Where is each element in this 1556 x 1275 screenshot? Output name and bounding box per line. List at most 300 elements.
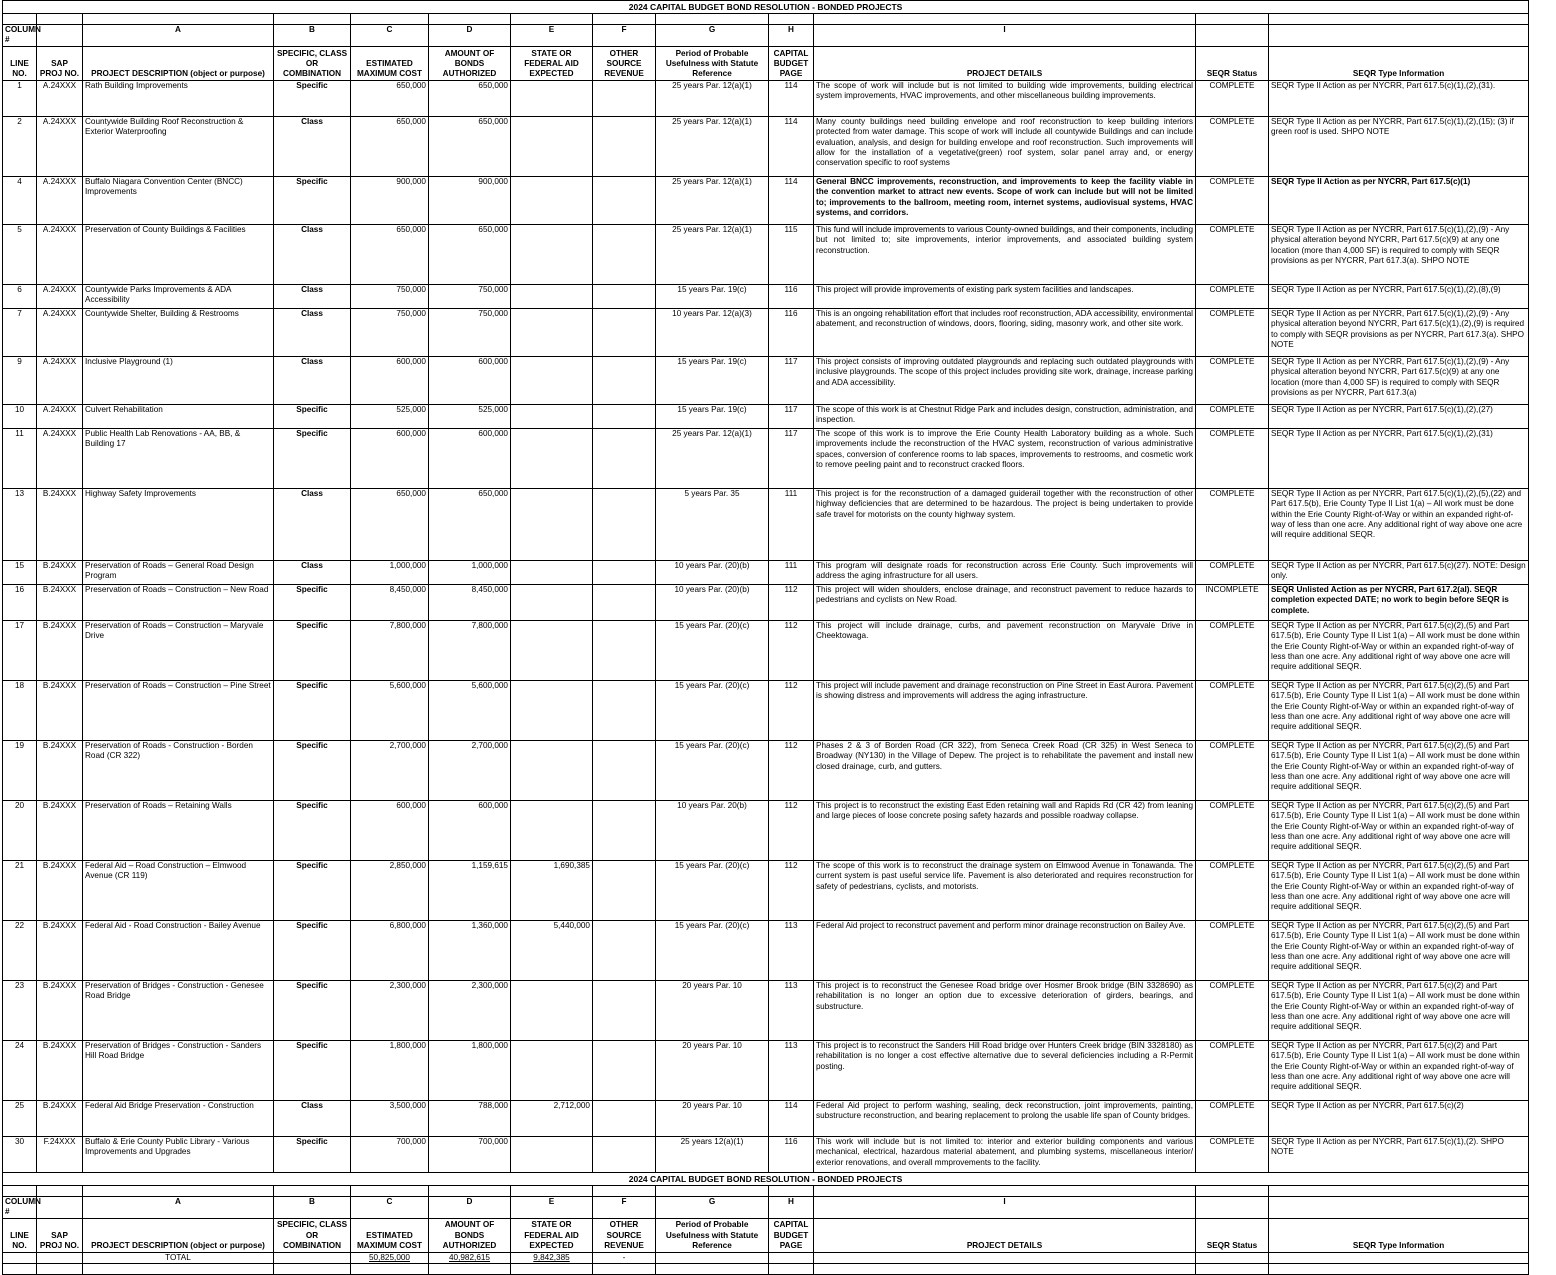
seqr-type-info: SEQR Type II Action as per NYCRR, Part 617.5(c)(2),(5) and Part 617.5(b), Erie County Type II List 1(a) – All work must be done within the Erie County Right-of-Way or within an expanded right-of-way of less than one acre. Any additional right of way above one acre will require additional SEQR. bbox=[1269, 680, 1529, 740]
line-number: 19 bbox=[3, 740, 37, 800]
project-row bbox=[3, 1040, 1529, 1100]
column-letter: G bbox=[656, 1196, 769, 1218]
estimated-cost: 1,800,000 bbox=[351, 1040, 429, 1100]
column-header: ESTIMATED MAXIMUM COST bbox=[351, 46, 429, 80]
usefulness-period: 25 years Par. 12(a)(1) bbox=[656, 116, 769, 176]
project-description: Preservation of Roads – General Road Design Program bbox=[83, 560, 274, 584]
capital-budget-page: 112 bbox=[769, 584, 814, 620]
project-details: This project consists of improving outdated playgrounds and replacing such outdated playgrounds with inclusive playgrounds. The scope of this project includes providing site work, drainage, increase parking and ADA accessibility. bbox=[814, 356, 1196, 404]
project-row bbox=[3, 356, 1529, 404]
column-header: CAPITAL BUDGET PAGE bbox=[769, 46, 814, 80]
usefulness-period: 25 years Par. 12(a)(1) bbox=[656, 80, 769, 116]
capital-budget-page: 112 bbox=[769, 860, 814, 920]
aid-expected: 5,440,000 bbox=[511, 920, 593, 980]
blank-cell bbox=[3, 1264, 37, 1275]
blank-cell bbox=[593, 14, 656, 25]
project-details: This project is to reconstruct the Sanders Hill Road bridge over Hunters Creek bridge (BIN 3328180) as rehabilitation is no longer a cost effective alternative due to several deficiencies including a R-Permit posting. bbox=[814, 1040, 1196, 1100]
project-type: Class bbox=[274, 1100, 351, 1136]
project-type: Specific bbox=[274, 584, 351, 620]
sap-project-number: B.24XXX bbox=[37, 1100, 83, 1136]
column-letter: I bbox=[814, 1196, 1196, 1218]
bonds-authorized: 5,600,000 bbox=[429, 680, 511, 740]
other-revenue bbox=[593, 680, 656, 740]
project-type: Specific bbox=[274, 980, 351, 1040]
blank-cell bbox=[511, 1264, 593, 1275]
project-details: The scope of this work is at Chestnut Ridge Park and includes design, construction, administration, and inspection. bbox=[814, 404, 1196, 428]
sap-project-number: A.24XXX bbox=[37, 356, 83, 404]
column-header: ESTIMATED MAXIMUM COST bbox=[351, 1218, 429, 1252]
bottom-row bbox=[3, 1264, 1529, 1275]
project-description: Highway Safety Improvements bbox=[83, 488, 274, 560]
blank-cell bbox=[511, 14, 593, 25]
aid-expected bbox=[511, 80, 593, 116]
other-revenue bbox=[593, 1136, 656, 1172]
usefulness-period: 25 years Par. 12(a)(1) bbox=[656, 176, 769, 224]
project-row bbox=[3, 860, 1529, 920]
blank-cell bbox=[351, 14, 429, 25]
line-number: 16 bbox=[3, 584, 37, 620]
estimated-cost: 3,500,000 bbox=[351, 1100, 429, 1136]
estimated-cost: 650,000 bbox=[351, 80, 429, 116]
seqr-type-info: SEQR Type II Action as per NYCRR, Part 617.5(c)(1) bbox=[1269, 176, 1529, 224]
aid-expected bbox=[511, 224, 593, 284]
aid-expected bbox=[511, 308, 593, 356]
column-letter bbox=[1196, 25, 1269, 47]
sap-project-number: A.24XXX bbox=[37, 80, 83, 116]
line-number: 10 bbox=[3, 404, 37, 428]
seqr-type-info: SEQR Type II Action as per NYCRR, Part 617.5(c)(2),(5) and Part 617.5(b), Erie County Type II List 1(a) – All work must be done within the Erie County Right-of-Way or within an expanded right-of-way of less than one acre. Any additional right of way above one acre will require additional SEQR. bbox=[1269, 860, 1529, 920]
table-body bbox=[3, 1, 1529, 1275]
total-bonds: 40,982,615 bbox=[429, 1252, 511, 1263]
seqr-type-info: SEQR Type II Action as per NYCRR, Part 617.5(c)(27). NOTE: Design only. bbox=[1269, 560, 1529, 584]
capital-budget-page: 114 bbox=[769, 116, 814, 176]
project-description: Culvert Rehabilitation bbox=[83, 404, 274, 428]
blank-cell bbox=[1196, 1252, 1269, 1263]
blank-cell bbox=[429, 14, 511, 25]
blank-cell bbox=[3, 14, 37, 25]
line-number: 1 bbox=[3, 80, 37, 116]
seqr-status: COMPLETE bbox=[1196, 920, 1269, 980]
aid-expected bbox=[511, 620, 593, 680]
capital-budget-page: 114 bbox=[769, 176, 814, 224]
project-description: Buffalo Niagara Convention Center (BNCC) Improvements bbox=[83, 176, 274, 224]
estimated-cost: 2,700,000 bbox=[351, 740, 429, 800]
project-details: This work will include but is not limited to: interior and exterior building components and various mechanical, electrical, hazardous material abatement, and plumbing systems, miscellaneous interior/ exterior renovations, and overall mmprovements to the facility. bbox=[814, 1136, 1196, 1172]
seqr-status: COMPLETE bbox=[1196, 308, 1269, 356]
blank-cell bbox=[769, 1185, 814, 1196]
column-header: AMOUNT OF BONDS AUTHORIZED bbox=[429, 46, 511, 80]
column-header: SPECIFIC, CLASS OR COMBINATION bbox=[274, 1218, 351, 1252]
blank-cell bbox=[769, 1252, 814, 1263]
project-type: Specific bbox=[274, 428, 351, 488]
other-revenue bbox=[593, 404, 656, 428]
usefulness-period: 15 years Par. (20)(c) bbox=[656, 740, 769, 800]
estimated-cost: 7,800,000 bbox=[351, 620, 429, 680]
capital-budget-page: 117 bbox=[769, 404, 814, 428]
aid-expected bbox=[511, 740, 593, 800]
project-row bbox=[3, 680, 1529, 740]
aid-expected: 1,690,385 bbox=[511, 860, 593, 920]
project-type: Specific bbox=[274, 800, 351, 860]
seqr-type-info: SEQR Type II Action as per NYCRR, Part 617.5(c)(1),(2),(8),(9) bbox=[1269, 284, 1529, 308]
column-letter: C bbox=[351, 25, 429, 47]
blank-cell bbox=[429, 1185, 511, 1196]
sap-project-number: B.24XXX bbox=[37, 740, 83, 800]
seqr-type-info: SEQR Type II Action as per NYCRR, Part 617.5(c)(1),(2). SHPO NOTE bbox=[1269, 1136, 1529, 1172]
column-header: SAP PROJ NO. bbox=[37, 46, 83, 80]
column-header: PROJECT DESCRIPTION (object or purpose) bbox=[83, 46, 274, 80]
aid-expected: 2,712,000 bbox=[511, 1100, 593, 1136]
project-details: This project will include drainage, curbs, and pavement reconstruction on Maryvale Drive in Cheektowaga. bbox=[814, 620, 1196, 680]
other-revenue bbox=[593, 176, 656, 224]
bonds-authorized: 2,700,000 bbox=[429, 740, 511, 800]
seqr-status: COMPLETE bbox=[1196, 1136, 1269, 1172]
aid-expected bbox=[511, 1040, 593, 1100]
usefulness-period: 25 years 12(a)(1) bbox=[656, 1136, 769, 1172]
column-header: SAP PROJ NO. bbox=[37, 1218, 83, 1252]
seqr-status: COMPLETE bbox=[1196, 620, 1269, 680]
line-number: 21 bbox=[3, 860, 37, 920]
project-details: The scope of this work is to improve the Erie County Health Laboratory building as a whole. Such improvements include the reconstruction of the HVAC system, reconstruction of various administrative spaces, conversion of conference rooms to lab spaces, improvements to restrooms, and cosmetic work to remove peeling paint and to reconstruct cracked floors. bbox=[814, 428, 1196, 488]
estimated-cost: 900,000 bbox=[351, 176, 429, 224]
blank-cell bbox=[814, 1252, 1196, 1263]
usefulness-period: 15 years Par. (20)(c) bbox=[656, 860, 769, 920]
seqr-type-info: SEQR Type II Action as per NYCRR, Part 617.5(c)(2) and Part 617.5(b), Erie County Type II List 1(a) – All work must be done within the Erie County Right-of-Way or within an expanded right-of-way of less than one acre. Any additional right of way above one acre will require additional SEQR. bbox=[1269, 980, 1529, 1040]
sap-project-number: B.24XXX bbox=[37, 560, 83, 584]
blank-cell bbox=[351, 1264, 429, 1275]
capital-budget-page: 115 bbox=[769, 224, 814, 284]
project-description: Countywide Shelter, Building & Restrooms bbox=[83, 308, 274, 356]
line-number: 11 bbox=[3, 428, 37, 488]
project-row bbox=[3, 980, 1529, 1040]
sap-project-number: A.24XXX bbox=[37, 116, 83, 176]
project-description: Preservation of Bridges - Construction - Sanders Hill Road Bridge bbox=[83, 1040, 274, 1100]
aid-expected bbox=[511, 584, 593, 620]
usefulness-period: 15 years Par. (20)(c) bbox=[656, 620, 769, 680]
blank-cell bbox=[814, 14, 1196, 25]
sap-project-number: A.24XXX bbox=[37, 176, 83, 224]
project-details: Federal Aid project to reconstruct pavement and perform minor drainage reconstruction on Bailey Ave. bbox=[814, 920, 1196, 980]
column-header: LINE NO. bbox=[3, 1218, 37, 1252]
blank-cell bbox=[814, 1264, 1196, 1275]
project-type: Specific bbox=[274, 1136, 351, 1172]
other-revenue bbox=[593, 308, 656, 356]
capital-budget-page: 112 bbox=[769, 740, 814, 800]
seqr-type-info: SEQR Type II Action as per NYCRR, Part 617.5(c)(1),(2),(31). bbox=[1269, 80, 1529, 116]
column-letter bbox=[37, 1196, 83, 1218]
blank-cell bbox=[593, 1185, 656, 1196]
blank-cell bbox=[83, 1185, 274, 1196]
column-header: Period of Probable Usefulness with Statute Reference bbox=[656, 1218, 769, 1252]
column-letter: H bbox=[769, 25, 814, 47]
table-title: 2024 CAPITAL BUDGET BOND RESOLUTION - BONDED PROJECTS bbox=[3, 1, 1529, 14]
seqr-type-info: SEQR Type II Action as per NYCRR, Part 617.5(c)(2) and Part 617.5(b), Erie County Type II List 1(a) – All work must be done within the Erie County Right-of-Way or within an expanded right-of-way of less than one acre. Any additional right of way above one acre will require additional SEQR. bbox=[1269, 1040, 1529, 1100]
column-header: STATE OR FEDERAL AID EXPECTED bbox=[511, 1218, 593, 1252]
project-description: Preservation of Roads – Retaining Walls bbox=[83, 800, 274, 860]
project-details: The scope of work will include but is not limited to building wide improvements, building electrical system improvements, HVAC improvements, and other miscellaneous building improvements. bbox=[814, 80, 1196, 116]
other-revenue bbox=[593, 560, 656, 584]
blank-cell bbox=[3, 1252, 37, 1263]
blank-cell bbox=[1196, 14, 1269, 25]
column-letter: B bbox=[274, 25, 351, 47]
other-revenue bbox=[593, 860, 656, 920]
column-letter: B bbox=[274, 1196, 351, 1218]
project-row bbox=[3, 800, 1529, 860]
seqr-status: COMPLETE bbox=[1196, 428, 1269, 488]
seqr-status: COMPLETE bbox=[1196, 356, 1269, 404]
blank-cell bbox=[274, 1185, 351, 1196]
estimated-cost: 650,000 bbox=[351, 488, 429, 560]
column-header: SPECIFIC, CLASS OR COMBINATION bbox=[274, 46, 351, 80]
project-row bbox=[3, 428, 1529, 488]
sap-project-number: B.24XXX bbox=[37, 860, 83, 920]
aid-expected bbox=[511, 404, 593, 428]
line-number: 13 bbox=[3, 488, 37, 560]
total-cost: 50,825,000 bbox=[351, 1252, 429, 1263]
project-details: This project will widen shoulders, enclose drainage, and reconstruct pavement to reduce hazards to pedestrians and cyclists on New Road. bbox=[814, 584, 1196, 620]
aid-expected bbox=[511, 560, 593, 584]
seqr-type-info: SEQR Type II Action as per NYCRR, Part 617.5(c)(1),(2),(9) - Any physical alteration beyond NYCRR, Part 617.5(c)(9) at any one location (more than 4,000 SF) is required to comply with SEQR provisions as per NYCRR, Part 617.3(a). SHPO NOTE bbox=[1269, 224, 1529, 284]
seqr-status: COMPLETE bbox=[1196, 80, 1269, 116]
other-revenue bbox=[593, 800, 656, 860]
project-type: Class bbox=[274, 308, 351, 356]
seqr-status: INCOMPLETE bbox=[1196, 584, 1269, 620]
line-number: 5 bbox=[3, 224, 37, 284]
project-details: This is an ongoing rehabilitation effort that includes roof reconstruction, ADA accessibility, environmental abatement, and reconstruction of windows, doors, flooring, siding, masonry work, and other site work. bbox=[814, 308, 1196, 356]
project-type: Class bbox=[274, 116, 351, 176]
project-description: Buffalo & Erie County Public Library - Various Improvements and Upgrades bbox=[83, 1136, 274, 1172]
project-row bbox=[3, 308, 1529, 356]
column-header: CAPITAL BUDGET PAGE bbox=[769, 1218, 814, 1252]
estimated-cost: 600,000 bbox=[351, 356, 429, 404]
project-type: Class bbox=[274, 224, 351, 284]
bonds-authorized: 2,300,000 bbox=[429, 980, 511, 1040]
capital-budget-page: 114 bbox=[769, 1100, 814, 1136]
column-letter: E bbox=[511, 1196, 593, 1218]
line-number: 18 bbox=[3, 680, 37, 740]
seqr-type-info: SEQR Type II Action as per NYCRR, Part 617.5(c)(1),(2),(15); (3) if green roof is used. SHPO NOTE bbox=[1269, 116, 1529, 176]
column-letter-row bbox=[3, 25, 1529, 47]
column-header: PROJECT DETAILS bbox=[814, 1218, 1196, 1252]
estimated-cost: 600,000 bbox=[351, 428, 429, 488]
estimated-cost: 5,600,000 bbox=[351, 680, 429, 740]
bonds-authorized: 750,000 bbox=[429, 284, 511, 308]
other-revenue bbox=[593, 620, 656, 680]
column-header: AMOUNT OF BONDS AUTHORIZED bbox=[429, 1218, 511, 1252]
sap-project-number: A.24XXX bbox=[37, 284, 83, 308]
line-number: 7 bbox=[3, 308, 37, 356]
seqr-status: COMPLETE bbox=[1196, 860, 1269, 920]
column-letter: A bbox=[83, 25, 274, 47]
aid-expected bbox=[511, 980, 593, 1040]
column-letter: F bbox=[593, 25, 656, 47]
usefulness-period: 10 years Par. 12(a)(3) bbox=[656, 308, 769, 356]
header-row bbox=[3, 1218, 1529, 1252]
line-number: 9 bbox=[3, 356, 37, 404]
capital-budget-page: 117 bbox=[769, 356, 814, 404]
project-description: Rath Building Improvements bbox=[83, 80, 274, 116]
seqr-status: COMPLETE bbox=[1196, 800, 1269, 860]
capital-budget-page: 111 bbox=[769, 488, 814, 560]
capital-budget-page: 113 bbox=[769, 980, 814, 1040]
blank-cell bbox=[656, 1264, 769, 1275]
column-letter: COLUMN # bbox=[3, 1196, 37, 1218]
project-description: Preservation of Roads – Construction – Pine Street bbox=[83, 680, 274, 740]
line-number: 17 bbox=[3, 620, 37, 680]
project-description: Preservation of County Buildings & Facilities bbox=[83, 224, 274, 284]
bonds-authorized: 600,000 bbox=[429, 428, 511, 488]
line-number: 15 bbox=[3, 560, 37, 584]
sap-project-number: A.24XXX bbox=[37, 428, 83, 488]
blank-cell bbox=[429, 1264, 511, 1275]
bonds-authorized: 650,000 bbox=[429, 116, 511, 176]
seqr-type-info: SEQR Type II Action as per NYCRR, Part 617.5(c)(2),(5) and Part 617.5(b), Erie County Type II List 1(a) – All work must be done within the Erie County Right-of-Way or within an expanded right-of-way of less than one acre. Any additional right of way above one acre will require additional SEQR. bbox=[1269, 800, 1529, 860]
bonds-authorized: 1,000,000 bbox=[429, 560, 511, 584]
column-header: OTHER SOURCE REVENUE bbox=[593, 1218, 656, 1252]
estimated-cost: 2,300,000 bbox=[351, 980, 429, 1040]
blank-cell bbox=[83, 14, 274, 25]
table-title: 2024 CAPITAL BUDGET BOND RESOLUTION - BONDED PROJECTS bbox=[3, 1172, 1529, 1185]
blank-cell bbox=[83, 1264, 274, 1275]
other-revenue bbox=[593, 224, 656, 284]
other-revenue bbox=[593, 584, 656, 620]
project-type: Specific bbox=[274, 680, 351, 740]
project-description: Public Health Lab Renovations - AA, BB, & Building 17 bbox=[83, 428, 274, 488]
blank-cell bbox=[656, 14, 769, 25]
blank-cell bbox=[656, 1185, 769, 1196]
column-header: LINE NO. bbox=[3, 46, 37, 80]
sap-project-number: B.24XXX bbox=[37, 980, 83, 1040]
capital-budget-page: 117 bbox=[769, 428, 814, 488]
aid-expected bbox=[511, 176, 593, 224]
project-row bbox=[3, 1136, 1529, 1172]
blank-cell bbox=[1269, 1185, 1529, 1196]
usefulness-period: 25 years Par. 12(a)(1) bbox=[656, 428, 769, 488]
project-details: This project is to reconstruct the existing East Eden retaining wall and Rapids Rd (CR 42) from leaning and large pieces of loose concrete posing safety hazards and possible roadway collapse. bbox=[814, 800, 1196, 860]
usefulness-period: 10 years Par. (20)(b) bbox=[656, 560, 769, 584]
project-row bbox=[3, 176, 1529, 224]
capital-budget-page: 116 bbox=[769, 1136, 814, 1172]
total-label: TOTAL bbox=[83, 1252, 274, 1263]
project-row bbox=[3, 1100, 1529, 1136]
seqr-status: COMPLETE bbox=[1196, 488, 1269, 560]
column-header: SEQR Status bbox=[1196, 46, 1269, 80]
blank-cell bbox=[1269, 14, 1529, 25]
project-description: Federal Aid - Road Construction - Bailey Avenue bbox=[83, 920, 274, 980]
project-type: Class bbox=[274, 284, 351, 308]
project-type: Specific bbox=[274, 620, 351, 680]
seqr-status: COMPLETE bbox=[1196, 116, 1269, 176]
project-type: Class bbox=[274, 560, 351, 584]
line-number: 6 bbox=[3, 284, 37, 308]
other-revenue bbox=[593, 488, 656, 560]
sap-project-number: F.24XXX bbox=[37, 1136, 83, 1172]
bonds-authorized: 1,360,000 bbox=[429, 920, 511, 980]
blank-cell bbox=[1196, 1264, 1269, 1275]
seqr-type-info: SEQR Type II Action as per NYCRR, Part 617.5(c)(1),(2),(27) bbox=[1269, 404, 1529, 428]
project-description: Preservation of Bridges - Construction - Genesee Road Bridge bbox=[83, 980, 274, 1040]
other-revenue bbox=[593, 356, 656, 404]
estimated-cost: 2,850,000 bbox=[351, 860, 429, 920]
project-row bbox=[3, 116, 1529, 176]
project-row bbox=[3, 740, 1529, 800]
aid-expected bbox=[511, 428, 593, 488]
column-header: SEQR Type Information bbox=[1269, 1218, 1529, 1252]
project-details: Federal Aid project to perform washing, sealing, deck reconstruction, joint improvements, painting, substructure reconstruction, and bearing replacement to prolong the usable life span of County bridges. bbox=[814, 1100, 1196, 1136]
column-header: STATE OR FEDERAL AID EXPECTED bbox=[511, 46, 593, 80]
blank-cell bbox=[769, 1264, 814, 1275]
project-type: Specific bbox=[274, 80, 351, 116]
title-row bbox=[3, 1172, 1529, 1185]
bonds-authorized: 1,800,000 bbox=[429, 1040, 511, 1100]
project-description: Preservation of Roads - Construction - Borden Road (CR 322) bbox=[83, 740, 274, 800]
estimated-cost: 6,800,000 bbox=[351, 920, 429, 980]
column-letter-row bbox=[3, 1196, 1529, 1218]
bonds-authorized: 650,000 bbox=[429, 488, 511, 560]
sap-project-number: A.24XXX bbox=[37, 224, 83, 284]
aid-expected bbox=[511, 116, 593, 176]
capital-budget-page: 116 bbox=[769, 284, 814, 308]
total-other: - bbox=[593, 1252, 656, 1263]
blank-cell bbox=[351, 1185, 429, 1196]
usefulness-period: 10 years Par. 20(b) bbox=[656, 800, 769, 860]
column-header: OTHER SOURCE REVENUE bbox=[593, 46, 656, 80]
bonds-authorized: 600,000 bbox=[429, 356, 511, 404]
aid-expected bbox=[511, 356, 593, 404]
line-number: 4 bbox=[3, 176, 37, 224]
bonds-authorized: 700,000 bbox=[429, 1136, 511, 1172]
blank-cell bbox=[1196, 1185, 1269, 1196]
seqr-type-info: SEQR Type II Action as per NYCRR, Part 617.5(c)(1),(2),(31) bbox=[1269, 428, 1529, 488]
column-letter bbox=[1196, 1196, 1269, 1218]
sap-project-number: A.24XXX bbox=[37, 308, 83, 356]
usefulness-period: 15 years Par. (20)(c) bbox=[656, 920, 769, 980]
seqr-status: COMPLETE bbox=[1196, 284, 1269, 308]
seqr-type-info: SEQR Type II Action as per NYCRR, Part 617.5(c)(1),(2),(5),(22) and Part 617.5(b), Erie County Type II List 1(a) – All work must be done within the Erie County Right-of-Way or within an expanded right-of-way of less than one acre. Any additional right of way above one acre will require additional SEQR. bbox=[1269, 488, 1529, 560]
usefulness-period: 15 years Par. (20)(c) bbox=[656, 680, 769, 740]
estimated-cost: 650,000 bbox=[351, 224, 429, 284]
other-revenue bbox=[593, 1100, 656, 1136]
capital-budget-page: 112 bbox=[769, 800, 814, 860]
other-revenue bbox=[593, 740, 656, 800]
bonds-authorized: 788,000 bbox=[429, 1100, 511, 1136]
project-description: Preservation of Roads – Construction – New Road bbox=[83, 584, 274, 620]
column-header: Period of Probable Usefulness with Statute Reference bbox=[656, 46, 769, 80]
capital-budget-page: 112 bbox=[769, 680, 814, 740]
column-letter: D bbox=[429, 1196, 511, 1218]
usefulness-period: 15 years Par. 19(c) bbox=[656, 356, 769, 404]
other-revenue bbox=[593, 428, 656, 488]
estimated-cost: 600,000 bbox=[351, 800, 429, 860]
seqr-type-info: SEQR Type II Action as per NYCRR, Part 617.5(c)(2) bbox=[1269, 1100, 1529, 1136]
project-details: This project is to reconstruct the Genesee Road bridge over Hosmer Brook bridge (BIN 3328690) as rehabilitation is no longer an option due to excessive deterioration of girders, bearings, and substructure. bbox=[814, 980, 1196, 1040]
line-number: 2 bbox=[3, 116, 37, 176]
blank-cell bbox=[274, 1264, 351, 1275]
seqr-type-info: SEQR Type II Action as per NYCRR, Part 617.5(c)(1),(2),(9) - Any physical alteration beyond NYCRR, Part 617.5(c)(1),(2),(9) is required to comply with SEQR provisions as per NYCRR, Part 617.3(a). SHPO NOTE bbox=[1269, 308, 1529, 356]
capital-budget-page: 116 bbox=[769, 308, 814, 356]
project-row bbox=[3, 224, 1529, 284]
column-letter: D bbox=[429, 25, 511, 47]
project-details: This fund will include improvements to various County-owned buildings, and their components, including but not limited to; site improvements, interior improvements, and associated building system reconstruction. bbox=[814, 224, 1196, 284]
seqr-status: COMPLETE bbox=[1196, 224, 1269, 284]
seqr-type-info: SEQR Type II Action as per NYCRR, Part 617.5(c)(1),(2),(9) - Any physical alteration beyond NYCRR, Part 617.5(c)(9) at any one location (more than 4,000 SF) is required to comply with SEQR provisions as per NYCRR, Part 617.3(a) bbox=[1269, 356, 1529, 404]
blank-cell bbox=[37, 1264, 83, 1275]
totals-row bbox=[3, 1252, 1529, 1263]
bonds-authorized: 900,000 bbox=[429, 176, 511, 224]
capital-budget-page: 113 bbox=[769, 1040, 814, 1100]
estimated-cost: 750,000 bbox=[351, 308, 429, 356]
seqr-type-info: SEQR Type II Action as per NYCRR, Part 617.5(c)(2),(5) and Part 617.5(b), Erie County Type II List 1(a) – All work must be done within the Erie County Right-of-Way or within an expanded right-of-way of less than one acre. Any additional right of way above one acre will require additional SEQR. bbox=[1269, 620, 1529, 680]
